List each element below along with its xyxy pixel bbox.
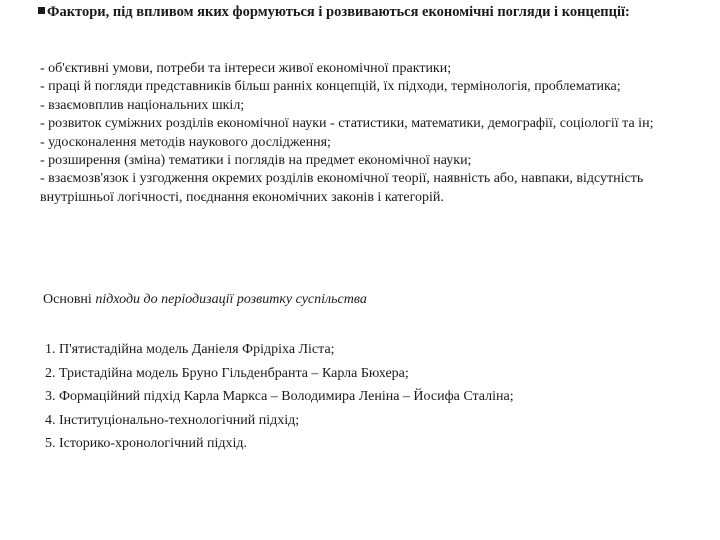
approaches-subtitle (43, 291, 683, 309)
approach-item: 2. Тристадійна модель Бруно Гільденбранта – Карла Бюхера; (45, 365, 409, 381)
approach-item: 3. Формаційний підхід Карла Маркса – Володимира Леніна – Йосифа Сталіна; (45, 389, 514, 404)
factor-item: - об'єктивні умови, потреби та інтереси живої економічної практики; (40, 61, 452, 76)
factor-item: - взаємовплив національних шкіл; (40, 97, 245, 113)
approaches-subtitle-prefix: Основні (43, 292, 96, 307)
factor-item: - праці й погляди представників більш ранніх концепцій, їх підходи, термінологія, проблематика; (40, 79, 621, 95)
approaches-subtitle-emphasis: підходи до періодизації розвитку суспільства (95, 292, 367, 307)
factor-item: - розвиток суміжних розділів економічної науки - статистики, математики, демографії, соціології та ін; (40, 116, 654, 132)
factor-item: - удосконалення методів наукового дослідження; (40, 134, 331, 150)
factor-item: - розширення (зміна) тематики і поглядів на предмет економічної науки; (40, 153, 472, 169)
approach-item: 4. Інституціонально-технологічний підхід; (45, 412, 300, 428)
factors-heading (38, 3, 678, 22)
square-bullet-icon (38, 7, 45, 14)
approach-item: 5. Історико-хронологічний підхід. (45, 436, 248, 451)
approaches-list (45, 338, 685, 456)
factor-item: - взаємозв'язок і узгодження окремих розділів економічної теорії, наявність або, навпаки, відсутність внутрішньої логічності, поєднання економічних законів і категорій. (40, 171, 644, 205)
factors-heading-text: Фактори, під впливом яких формуються і розвиваються економічні погляди і концепції: (47, 4, 630, 20)
approach-item: 1. П'ятистадійна модель Даніеля Фрідріха Ліста; (45, 342, 335, 357)
factors-list (40, 60, 680, 207)
